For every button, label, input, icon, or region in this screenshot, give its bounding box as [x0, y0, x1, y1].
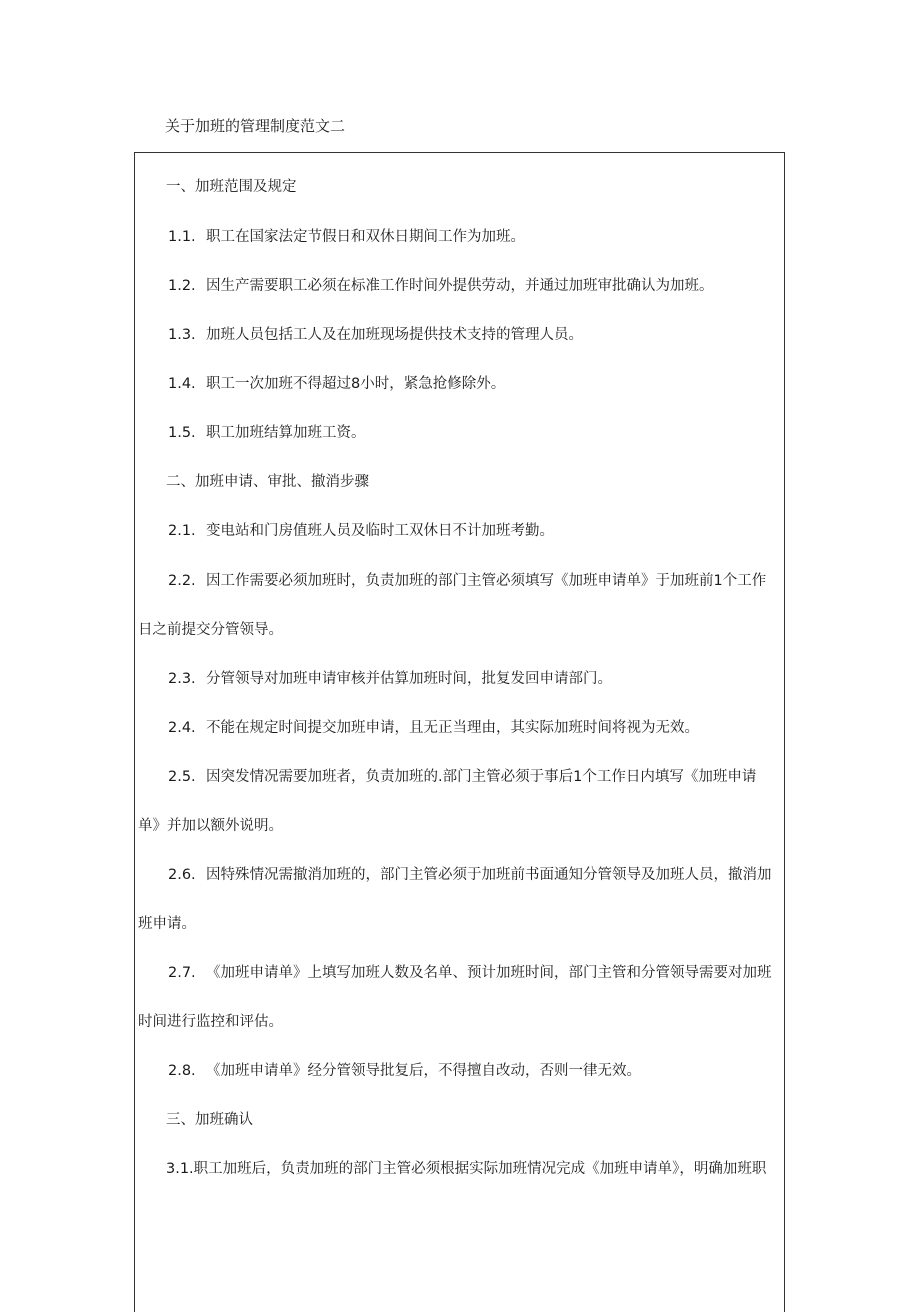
clause-2-5 [168, 767, 756, 787]
clause-text: 职工一次加班不得超过8小时，紧急抢修除外。 [206, 376, 506, 392]
clause-number: 2.2. [168, 573, 196, 589]
clause-text: 因生产需要职工必须在标准工作时间外提供劳动，并通过加班审批确认为加班。 [206, 278, 714, 294]
clause-2-8 [168, 1061, 641, 1081]
section-heading-3: 三、加班确认 [166, 1112, 253, 1128]
clause-number: 1.4. [168, 376, 196, 392]
clause-text: 职工在国家法定节假日和双休日期间工作为加班。 [206, 229, 525, 245]
clause-number: 2.5. [168, 769, 196, 785]
section-heading-1: 一、加班范围及规定 [166, 179, 297, 195]
clause-text: 因工作需要必须加班时，负责加班的部门主管必须填写《加班申请单》于加班前1个工作 [206, 573, 767, 589]
clause-text: 加班人员包括工人及在加班现场提供技术支持的管理人员。 [206, 327, 583, 343]
section-heading-2: 二、加班申请、审批、撤消步骤 [166, 474, 369, 490]
clause-text: 分管领导对加班申请审核并估算加班时间，批复发回申请部门。 [206, 671, 612, 687]
clause-text: 变电站和门房值班人员及临时工双休日不计加班考勤。 [206, 523, 554, 539]
clause-2-6-continued: 班申请。 [138, 916, 196, 932]
clause-1-2 [168, 276, 714, 296]
clause-2-7 [168, 963, 772, 983]
clause-number: 1.2. [168, 278, 196, 294]
clause-3-1 [166, 1159, 766, 1179]
clause-number: 2.4. [168, 720, 196, 736]
clause-text: 因特殊情况需撤消加班的，部门主管必须于加班前书面通知分管领导及加班人员，撤消加 [206, 867, 772, 883]
clause-number: 2.3. [168, 671, 196, 687]
clause-2-2 [168, 571, 766, 591]
clause-number: 2.6. [168, 867, 196, 883]
clause-text: 《加班申请单》经分管领导批复后，不得擅自改动，否则一律无效。 [206, 1063, 641, 1079]
clause-1-1 [168, 227, 525, 247]
clause-text: 职工加班后，负责加班的部门主管必须根据实际加班情况完成《加班申请单》，明确加班职 [193, 1161, 767, 1177]
clause-number: 1.3. [168, 327, 196, 343]
clause-text: 《加班申请单》上填写加班人数及名单、预计加班时间，部门主管和分管领导需要对加班 [206, 965, 772, 981]
clause-1-5 [168, 423, 366, 443]
clause-2-3 [168, 669, 612, 689]
document-title: 关于加班的管理制度范文二 [165, 117, 346, 135]
clause-number: 1.1. [168, 229, 196, 245]
clause-1-4 [168, 374, 505, 394]
clause-2-2-continued: 日之前提交分管领导。 [138, 622, 283, 638]
clause-number: 3.1. [166, 1161, 194, 1177]
clause-number: 2.8. [168, 1063, 196, 1079]
clause-2-7-continued: 时间进行监控和评估。 [138, 1014, 283, 1030]
clause-number: 2.1. [168, 523, 196, 539]
clause-1-3 [168, 325, 583, 345]
clause-number: 2.7. [168, 965, 196, 981]
clause-2-1 [168, 521, 554, 541]
clause-2-6 [168, 865, 772, 885]
clause-2-4 [168, 718, 699, 738]
clause-text: 职工加班结算加班工资。 [206, 425, 366, 441]
clause-text: 不能在规定时间提交加班申请，且无正当理由，其实际加班时间将视为无效。 [206, 720, 699, 736]
clause-text: 因突发情况需要加班者，负责加班的.部门主管必须于事后1个工作日内填写《加班申请 [206, 769, 757, 785]
clause-2-5-continued: 单》并加以额外说明。 [138, 818, 283, 834]
clause-number: 1.5. [168, 425, 196, 441]
